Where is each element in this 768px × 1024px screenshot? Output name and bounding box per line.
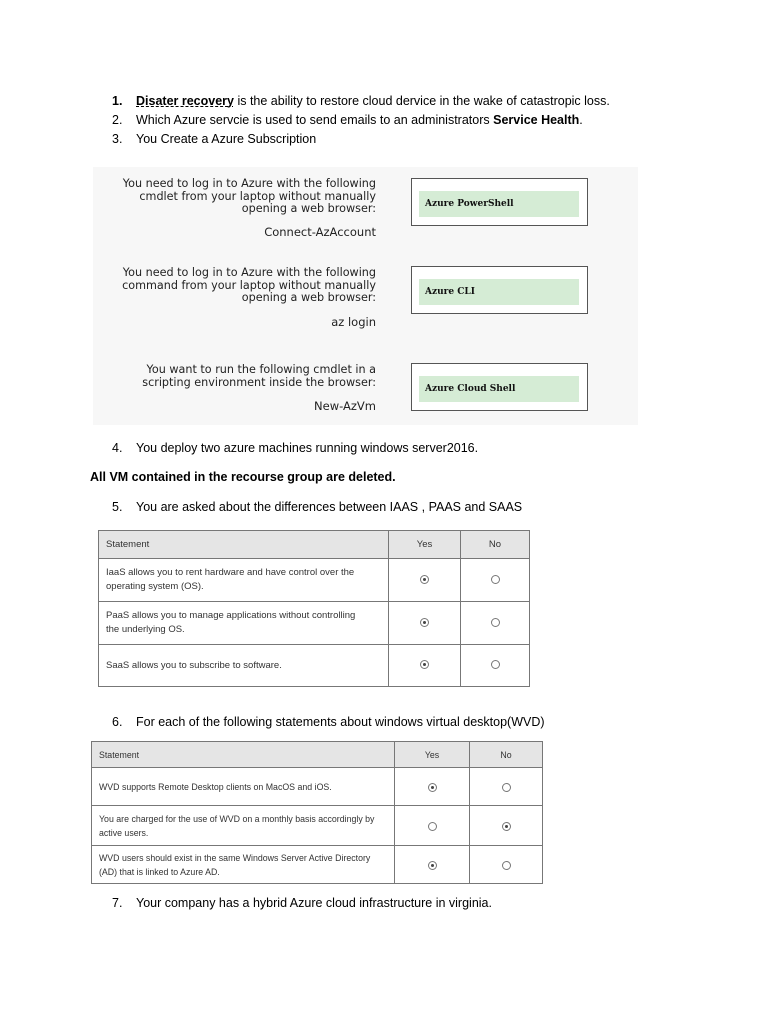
- no-cell: [461, 559, 530, 602]
- header-no: No: [461, 531, 530, 559]
- statement-cell: [99, 559, 389, 602]
- header-statement: Statement: [99, 531, 389, 559]
- yes-radio[interactable]: [420, 618, 429, 627]
- yes-radio[interactable]: [428, 783, 437, 792]
- list-item-3: [112, 130, 316, 148]
- item-text: You Create a Azure Subscription: [136, 132, 317, 146]
- statement-line: You are charged for the use of WVD on a monthly basis accordingly by: [99, 813, 375, 824]
- yes-radio[interactable]: [428, 822, 437, 831]
- yes-cell: [389, 559, 461, 602]
- statement-line: SaaS allows you to subscribe to software.: [106, 659, 282, 671]
- no-cell: [470, 846, 543, 884]
- statement-line: active users.: [99, 827, 149, 838]
- item-text: For each of the following statements about windows virtual desktop(WVD): [136, 715, 545, 729]
- no-cell: [470, 768, 543, 806]
- question-line: scripting environment inside the browser:: [142, 375, 376, 389]
- yes-cell: [395, 806, 470, 846]
- answer-box: [411, 178, 588, 226]
- list-item-7: [112, 894, 492, 912]
- question-line: cmdlet from your laptop without manually: [139, 189, 376, 203]
- statement-cell: [92, 768, 395, 806]
- item-number: 4.: [112, 441, 123, 455]
- key-term: Disater recovery: [136, 94, 234, 108]
- no-radio[interactable]: [502, 822, 511, 831]
- item-number: 3.: [112, 132, 123, 146]
- no-cell: [470, 806, 543, 846]
- table-row: [99, 645, 530, 687]
- no-radio[interactable]: [502, 783, 511, 792]
- wvd-table: [91, 741, 543, 884]
- header-no: No: [470, 742, 543, 768]
- item-number: 6.: [112, 715, 123, 729]
- statement-cell: [92, 846, 395, 884]
- header-statement: Statement: [92, 742, 395, 768]
- no-radio[interactable]: [491, 575, 500, 584]
- answer-label: Azure Cloud Shell: [419, 376, 579, 402]
- yes-cell: [389, 602, 461, 645]
- table-row: [92, 846, 543, 884]
- item-number: 5.: [112, 500, 123, 514]
- yes-cell: [389, 645, 461, 687]
- statement-line: operating system (OS).: [106, 581, 204, 592]
- yes-radio[interactable]: [420, 575, 429, 584]
- answer-note: All VM contained in the recourse group are deleted.: [90, 470, 396, 484]
- table-row: [99, 559, 530, 602]
- statement-cell: [99, 602, 389, 645]
- table-header-row: [99, 531, 530, 559]
- question-line: You want to run the following cmdlet in a: [146, 363, 376, 376]
- table-row: [92, 806, 543, 846]
- table-row: [99, 602, 530, 645]
- question-line: You need to log in to Azure with the following: [122, 177, 376, 190]
- table-header-row: [92, 742, 543, 768]
- item-tail: .: [579, 113, 583, 127]
- login-command: New-AzVm: [314, 399, 376, 413]
- login-question: [122, 267, 376, 305]
- question-line: command from your laptop without manually: [122, 278, 376, 292]
- statement-line: the underlying OS.: [106, 624, 185, 635]
- login-question: [123, 178, 376, 216]
- header-yes: Yes: [389, 531, 461, 559]
- yes-radio[interactable]: [428, 861, 437, 870]
- no-radio[interactable]: [502, 861, 511, 870]
- statement-line: PaaS allows you to manage applications without controlling: [106, 610, 356, 621]
- login-command: az login: [331, 315, 376, 329]
- answer-bold: Service Health: [493, 113, 580, 127]
- statement-cell: [99, 645, 389, 687]
- answer-label: Azure PowerShell: [419, 191, 579, 217]
- item-number: 7.: [112, 896, 123, 910]
- yes-radio[interactable]: [420, 660, 429, 669]
- table-row: [92, 768, 543, 806]
- item-text: Your company has a hybrid Azure cloud infrastructure in virginia.: [136, 896, 492, 910]
- list-item-4: [112, 439, 478, 457]
- item-text: You are asked about the differences between IAAS , PAAS and SAAS: [136, 500, 523, 514]
- list-item-1: [112, 92, 610, 110]
- yes-cell: [395, 846, 470, 884]
- statement-cell: [92, 806, 395, 846]
- item-text: is the ability to restore cloud dervice in the wake of catastropic loss.: [233, 94, 610, 108]
- no-radio[interactable]: [491, 618, 500, 627]
- item-number: 2.: [112, 113, 123, 127]
- answer-label: Azure CLI: [419, 279, 579, 305]
- header-yes: Yes: [395, 742, 470, 768]
- list-item-6: [112, 713, 545, 731]
- service-models-table: [98, 530, 530, 687]
- login-matching-image: [93, 167, 638, 425]
- no-cell: [461, 602, 530, 645]
- no-cell: [461, 645, 530, 687]
- no-radio[interactable]: [491, 660, 500, 669]
- list-item-5: [112, 498, 522, 516]
- statement-line: (AD) that is linked to Azure AD.: [99, 866, 220, 877]
- statement-line: WVD supports Remote Desktop clients on MacOS and iOS.: [99, 781, 332, 792]
- question-line: opening a web browser:: [241, 202, 376, 215]
- list-item-2: [112, 111, 583, 129]
- answer-box: [411, 266, 588, 314]
- yes-cell: [395, 768, 470, 806]
- question-line: opening a web browser:: [241, 291, 376, 304]
- item-number: 1.: [112, 94, 123, 108]
- login-question: [142, 364, 376, 389]
- statement-line: WVD users should exist in the same Windows Server Active Directory: [99, 852, 371, 863]
- question-line: You need to log in to Azure with the following: [122, 266, 376, 279]
- login-command: Connect-AzAccount: [264, 225, 376, 239]
- statement-line: IaaS allows you to rent hardware and have control over the: [106, 567, 355, 578]
- item-text: You deploy two azure machines running windows server2016.: [136, 441, 479, 455]
- item-text: Which Azure servcie is used to send emails to an administrators: [136, 113, 494, 127]
- answer-box: [411, 363, 588, 411]
